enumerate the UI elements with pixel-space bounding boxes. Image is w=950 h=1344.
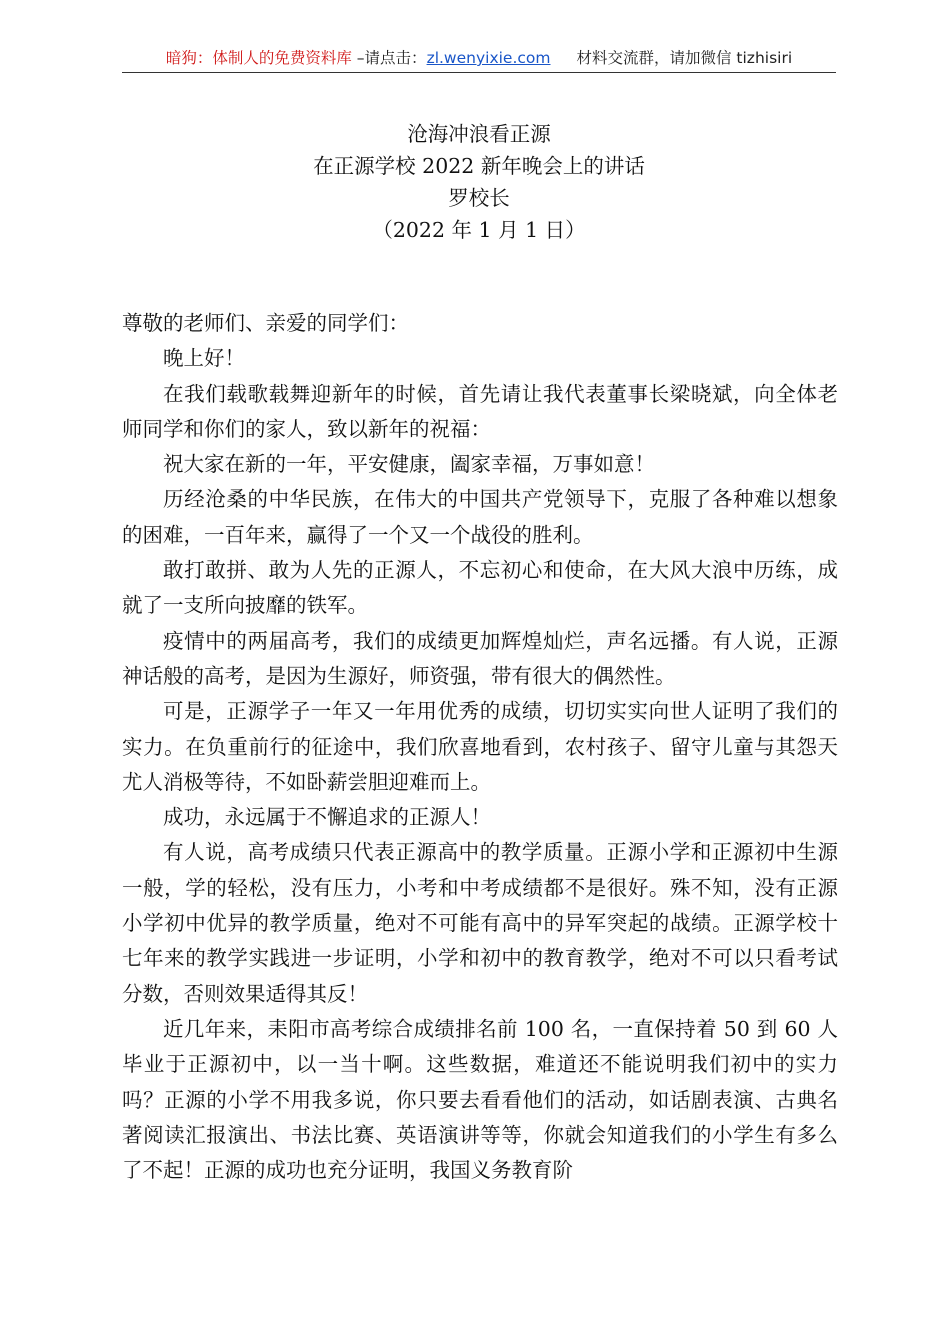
header-link[interactable]: zl.wenyixie.com — [426, 49, 551, 67]
paragraph: 历经沧桑的中华民族，在伟大的中国共产党领导下，克服了各种难以想象的困难，一百年来，赢得了一个又一个战役的胜利。 — [122, 487, 838, 547]
salutation: 尊敬的老师们、亲爱的同学们： — [122, 311, 409, 335]
paragraph: 可是，正源学子一年又一年用优秀的成绩，切切实实向世人证明了我们的实力。在负重前行的征途中，我们欣喜地看到，农村孩子、留守儿童与其怨天尤人消极等待，不如卧薪尝胆迎难而上。 — [122, 699, 838, 794]
paragraph: 疫情中的两届高考，我们的成绩更加辉煌灿烂，声名远播。有人说，正源神话般的高考，是因为生源好，师资强，带有很大的偶然性。 — [122, 628, 838, 688]
header-prompt: –请点击： — [351, 49, 427, 67]
document-date: （2022 年 1 月 1 日） — [372, 218, 586, 242]
header-group-info: 材料交流群，请加微信 tizhisiri — [576, 49, 793, 67]
paragraph: 有人说，高考成绩只代表正源高中的教学质量。正源小学和正源初中生源一般，学的轻松，没有压力，小考和中考成绩都不是很好。殊不知，没有正源小学初中优异的教学质量，绝对不可能有高中的异军突起的战绩。正源学校十七年来的教学实践进一步证明，小学和初中的教育教学，绝对不可以只看考试分数，否则效果适得其反！ — [122, 840, 838, 1006]
document-body — [122, 306, 838, 1188]
document-author: 罗校长 — [448, 186, 510, 210]
paragraph: 近几年来，耒阳市高考综合成绩排名前 100 名，一直保持着 50 到 60 人毕业于正源初中，以一当十啊。这些数据，难道还不能说明我们初中的实力吗？正源的小学不用我多说，你只要去看看他们的活动，如话剧表演、古典名著阅读汇报演出、书法比赛、英语演讲等等，你就会知道我们的小学生有多么了不起！正源的成功也充分证明，我国义务教育阶 — [122, 1016, 838, 1183]
paragraph: 成功，永远属于不懈追求的正源人！ — [163, 805, 491, 830]
paragraph: 晚上好！ — [163, 346, 245, 371]
page-header — [122, 46, 836, 73]
header-brand: 暗狗：体制人的免费资料库 — [165, 49, 352, 67]
paragraph: 敢打敢拼、敢为人先的正源人，不忘初心和使命，在大风大浪中历练，成就了一支所向披靡的铁军。 — [122, 558, 838, 618]
document-subtitle: 在正源学校 2022 新年晚会上的讲话 — [313, 154, 645, 178]
title-block — [122, 118, 836, 246]
paragraph: 祝大家在新的一年，平安健康，阖家幸福，万事如意！ — [163, 452, 655, 477]
document-title: 沧海冲浪看正源 — [407, 122, 551, 146]
paragraph: 在我们载歌载舞迎新年的时候，首先请让我代表董事长梁晓斌，向全体老师同学和你们的家人，致以新年的祝福： — [122, 381, 838, 441]
